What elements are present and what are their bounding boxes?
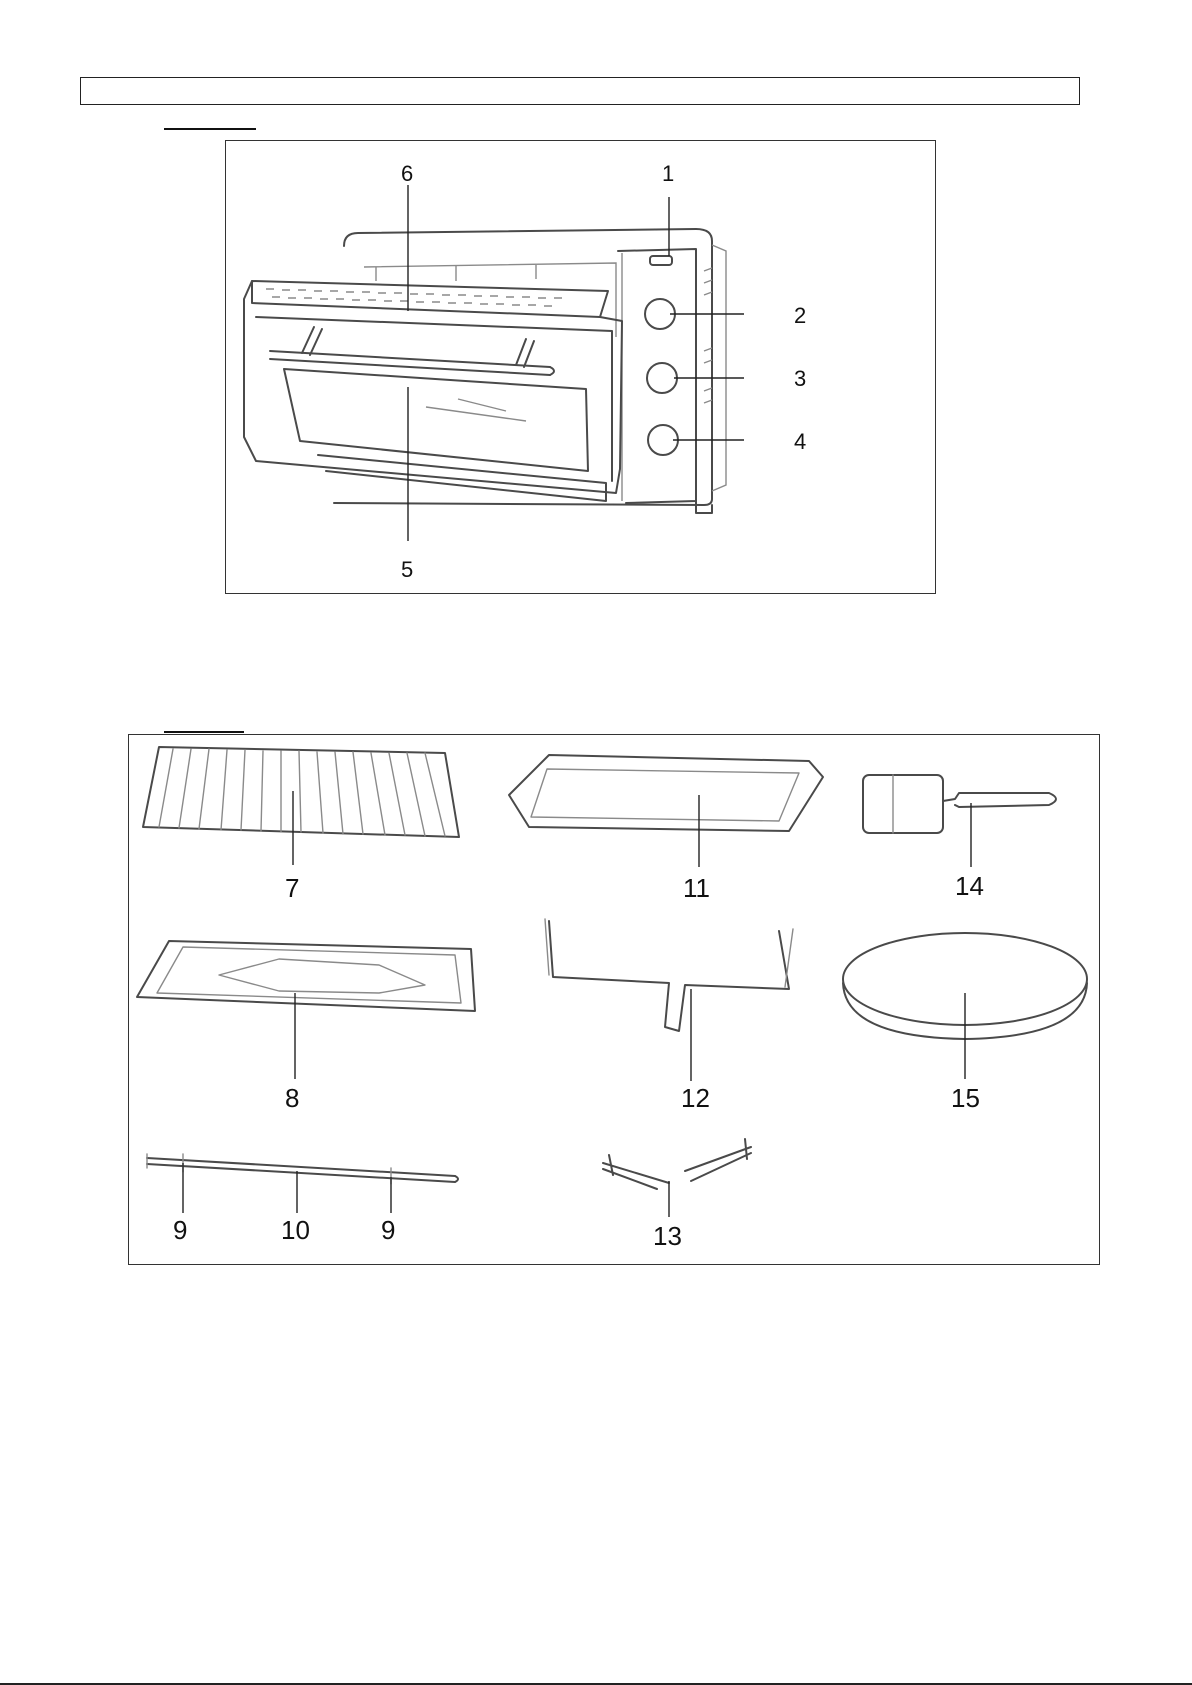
indicator-light <box>650 256 672 265</box>
section-heading-underline-oven <box>164 128 256 130</box>
accessory-callout-14: 14 <box>955 871 984 901</box>
accessory-callout-15: 15 <box>951 1083 980 1113</box>
baking-pan <box>509 755 823 831</box>
accessory-callout-12: 12 <box>681 1083 710 1113</box>
accessories-figure <box>128 734 1100 1265</box>
accessories-illustration <box>129 735 1101 1266</box>
accessory-callout-13: 13 <box>653 1221 682 1251</box>
oven-callout-4: 4 <box>794 429 807 454</box>
knob-function <box>647 363 677 393</box>
accessory-callout-10: 10 <box>281 1215 310 1245</box>
header-box <box>80 77 1080 105</box>
control-panel <box>618 249 696 503</box>
baking-tray <box>137 941 475 1011</box>
rotisserie-lifter <box>863 775 1056 833</box>
accessory-callout-11: 11 <box>683 873 710 903</box>
side-vents <box>704 268 712 403</box>
accessory-callout-9-left: 9 <box>173 1215 188 1245</box>
accessory-callout-8: 8 <box>285 1083 300 1113</box>
rotisserie-forks <box>603 1139 751 1189</box>
section-heading-underline-accessories <box>164 731 244 733</box>
door-vents <box>266 289 562 306</box>
wire-rack <box>143 747 459 837</box>
oven-callout-2: 2 <box>794 303 807 328</box>
oven-callout-3: 3 <box>794 366 807 391</box>
accessory-callout-9-right: 9 <box>381 1215 396 1245</box>
rack-handle <box>545 919 793 1031</box>
oven-figure <box>225 140 936 594</box>
oven-callout-6: 6 <box>401 161 414 186</box>
oven-callout-5: 5 <box>401 557 414 582</box>
rotisserie-rod <box>147 1154 458 1184</box>
accessory-callout-7: 7 <box>285 873 300 903</box>
oven-callout-1: 1 <box>662 161 675 186</box>
oven-illustration <box>226 141 937 595</box>
